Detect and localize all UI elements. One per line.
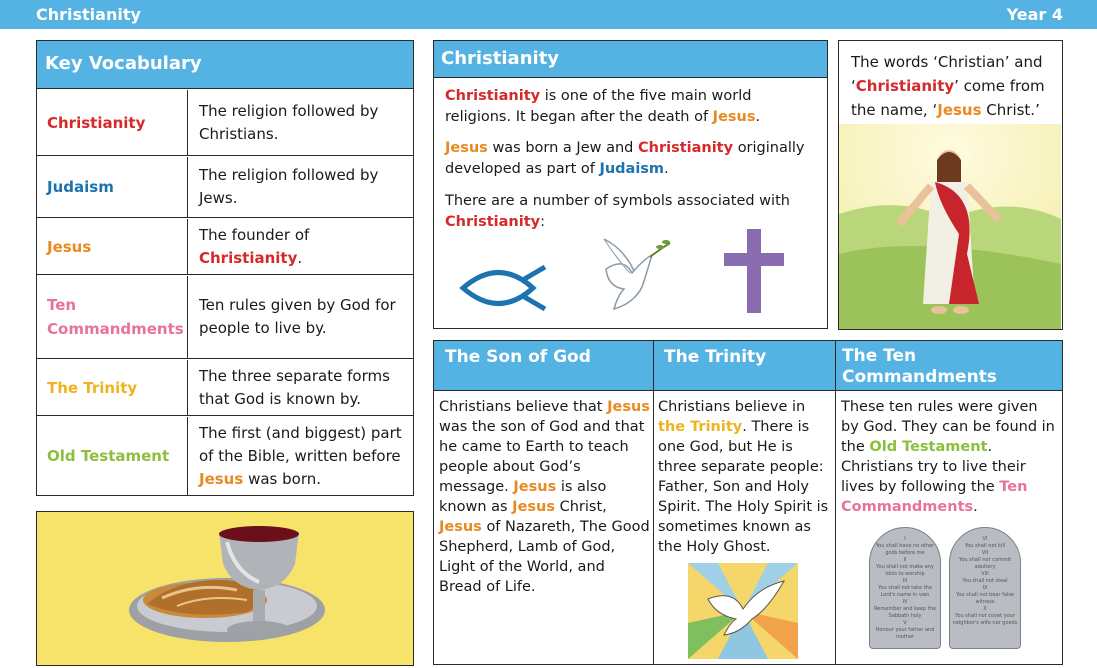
text: Christians believe in xyxy=(658,399,806,415)
highlight: Ten Commandments xyxy=(841,479,1028,515)
def-highlight: Jesus xyxy=(199,469,244,488)
holy-spirit-dove-illustration xyxy=(688,563,798,659)
vocab-term: The Trinity xyxy=(37,360,188,415)
text: is one of the five main world religions. It began after the death of xyxy=(445,88,752,125)
tablet-text: X xyxy=(983,606,987,612)
dove-icon xyxy=(594,229,674,314)
christianity-heading: Christianity xyxy=(434,41,827,78)
vocab-row-the-trinity xyxy=(37,360,413,416)
bread-and-wine-panel xyxy=(36,511,414,666)
text: ’ come from the name, ‘ xyxy=(851,77,1045,119)
beliefs-table xyxy=(433,340,1063,665)
text: The words ‘Christian’ and ‘ xyxy=(851,53,1043,95)
ten-commandments-column xyxy=(836,341,1062,664)
highlight: the Trinity xyxy=(658,419,743,435)
fish-icon xyxy=(459,263,549,313)
highlight: Jesus xyxy=(439,519,482,535)
tablet-text: You shall not steal xyxy=(962,578,1008,584)
banner-title: Christianity xyxy=(36,5,141,24)
son-of-god-text xyxy=(439,397,651,597)
text: was born a Jew and xyxy=(492,140,634,156)
vocab-row-jesus xyxy=(37,219,413,275)
vocab-term: Jesus xyxy=(37,219,188,274)
vocab-term xyxy=(37,276,188,358)
text: of Nazareth, The Good Shepherd, Lamb of God, Light of the World, and Bread of Life. xyxy=(439,519,650,595)
jesus-panel xyxy=(838,40,1063,330)
text: . xyxy=(755,109,761,125)
highlight: Jesus xyxy=(445,140,488,156)
text: . Christians try to live their lives by following the xyxy=(841,439,1026,495)
text: : xyxy=(540,214,545,230)
highlight: Christianity xyxy=(855,77,955,95)
text: There are a number of symbols associated with xyxy=(445,193,790,209)
tablet-text: You shall not take the Lord's name in vain xyxy=(878,585,932,598)
bread-and-wine-illustration xyxy=(37,512,412,664)
tablet-text: III xyxy=(902,578,908,584)
tablet-text: You shall have no other gods before me xyxy=(875,543,935,556)
tablet-text: Honour your father and mother xyxy=(875,627,935,640)
right-commandment-tablet xyxy=(949,527,1021,649)
highlight: Jesus xyxy=(937,101,982,119)
christianity-info-box xyxy=(433,40,828,329)
vocab-term: Christianity xyxy=(37,90,188,155)
tablet-text: VIII xyxy=(981,571,989,577)
top-banner xyxy=(0,0,1097,29)
trinity-heading: The Trinity xyxy=(654,341,835,391)
vocab-definition xyxy=(189,417,413,495)
jesus-name-text xyxy=(851,50,1059,122)
vocab-term: Judaism xyxy=(37,157,188,217)
vocab-row-christianity xyxy=(37,90,413,156)
highlight: Jesus xyxy=(607,399,650,415)
text: These ten rules were given by God. They can be found in the xyxy=(841,399,1055,455)
highlight: Old Testament xyxy=(869,439,988,455)
tablet-text: You shall not make any idols to worship xyxy=(876,564,934,577)
tablet-text: VI xyxy=(982,536,988,542)
highlight: Jesus xyxy=(712,109,756,125)
christianity-paragraph-2 xyxy=(445,138,820,180)
vocab-definition: The religion followed by Christians. xyxy=(199,101,379,143)
highlight: Christianity xyxy=(445,88,541,104)
text: . xyxy=(664,161,669,177)
text: is also known as xyxy=(439,479,607,515)
tablet-text: You shall not covet your neighbor's wife nor goods xyxy=(952,613,1018,626)
son-of-god-heading: The Son of God xyxy=(434,341,653,391)
highlight: Judaism xyxy=(599,161,665,177)
vocab-row-ten-commandments xyxy=(37,276,413,359)
vocab-definition: Ten rules given by God for people to live by. xyxy=(199,296,396,337)
text: . xyxy=(973,499,978,515)
text: . There is one God, but He is three separate people: Father, Son and Holy Spirit. The Holy Spirit is sometimes known as the Holy Ghost. xyxy=(658,419,829,555)
def-highlight: Christianity xyxy=(199,248,298,267)
tablet-text: VII xyxy=(981,550,989,556)
ten-commandments-text xyxy=(841,397,1057,517)
vocab-definition: The religion followed by Jews. xyxy=(199,166,379,207)
trinity-column xyxy=(654,341,836,664)
highlight: Jesus xyxy=(512,499,555,515)
tablet-text: II xyxy=(903,557,907,563)
jesus-illustration xyxy=(839,124,1061,329)
trinity-text xyxy=(658,397,834,557)
vocab-term: Old Testament xyxy=(37,417,188,495)
vocab-row-old-testament xyxy=(37,417,413,495)
tablet-text: Remember and keep the Sabbath holy xyxy=(874,606,936,619)
vocab-term-line: Ten xyxy=(47,296,77,314)
vocab-definition xyxy=(189,219,413,274)
def-text: was born. xyxy=(248,469,321,488)
left-commandment-tablet xyxy=(869,527,941,649)
ten-commandments-heading: The Ten Commandments xyxy=(836,341,1062,391)
text: originally developed as part of xyxy=(445,140,805,177)
highlight: Christianity xyxy=(445,214,541,230)
christianity-paragraph-1 xyxy=(445,86,820,128)
vocab-definition: The three separate forms that God is known by. xyxy=(199,366,390,408)
tablet-text: IX xyxy=(982,585,988,591)
vocab-term-line: Commandments xyxy=(47,320,184,338)
key-vocabulary-heading: Key Vocabulary xyxy=(37,41,413,89)
tablet-text: You shall not bear false witness xyxy=(955,592,1015,605)
banner-year: Year 4 xyxy=(1006,5,1063,24)
tablet-text: IV xyxy=(902,599,908,605)
text: was the son of God and that he came to Earth to teach people about God’s message. xyxy=(439,419,645,495)
tablet-text: I xyxy=(904,536,906,542)
text: Christians believe that xyxy=(439,399,603,415)
christianity-paragraph-3 xyxy=(445,191,820,233)
highlight: Christianity xyxy=(637,140,734,156)
key-vocabulary-table xyxy=(36,40,414,496)
def-text: . xyxy=(297,248,303,267)
text: Christ.’ xyxy=(981,101,1040,119)
def-text: The first (and biggest) part of the Bible, written before xyxy=(199,423,402,465)
tablet-text: You shall not kill xyxy=(964,543,1006,549)
highlight: Jesus xyxy=(513,479,557,495)
def-text: The founder of xyxy=(199,225,310,244)
cross-icon xyxy=(724,229,786,315)
tablet-text: V xyxy=(903,620,907,626)
text: Christ, xyxy=(559,499,607,515)
vocab-row-judaism xyxy=(37,157,413,218)
tablet-text: You shall not commit adultery xyxy=(958,557,1012,570)
son-of-god-column xyxy=(434,341,654,664)
